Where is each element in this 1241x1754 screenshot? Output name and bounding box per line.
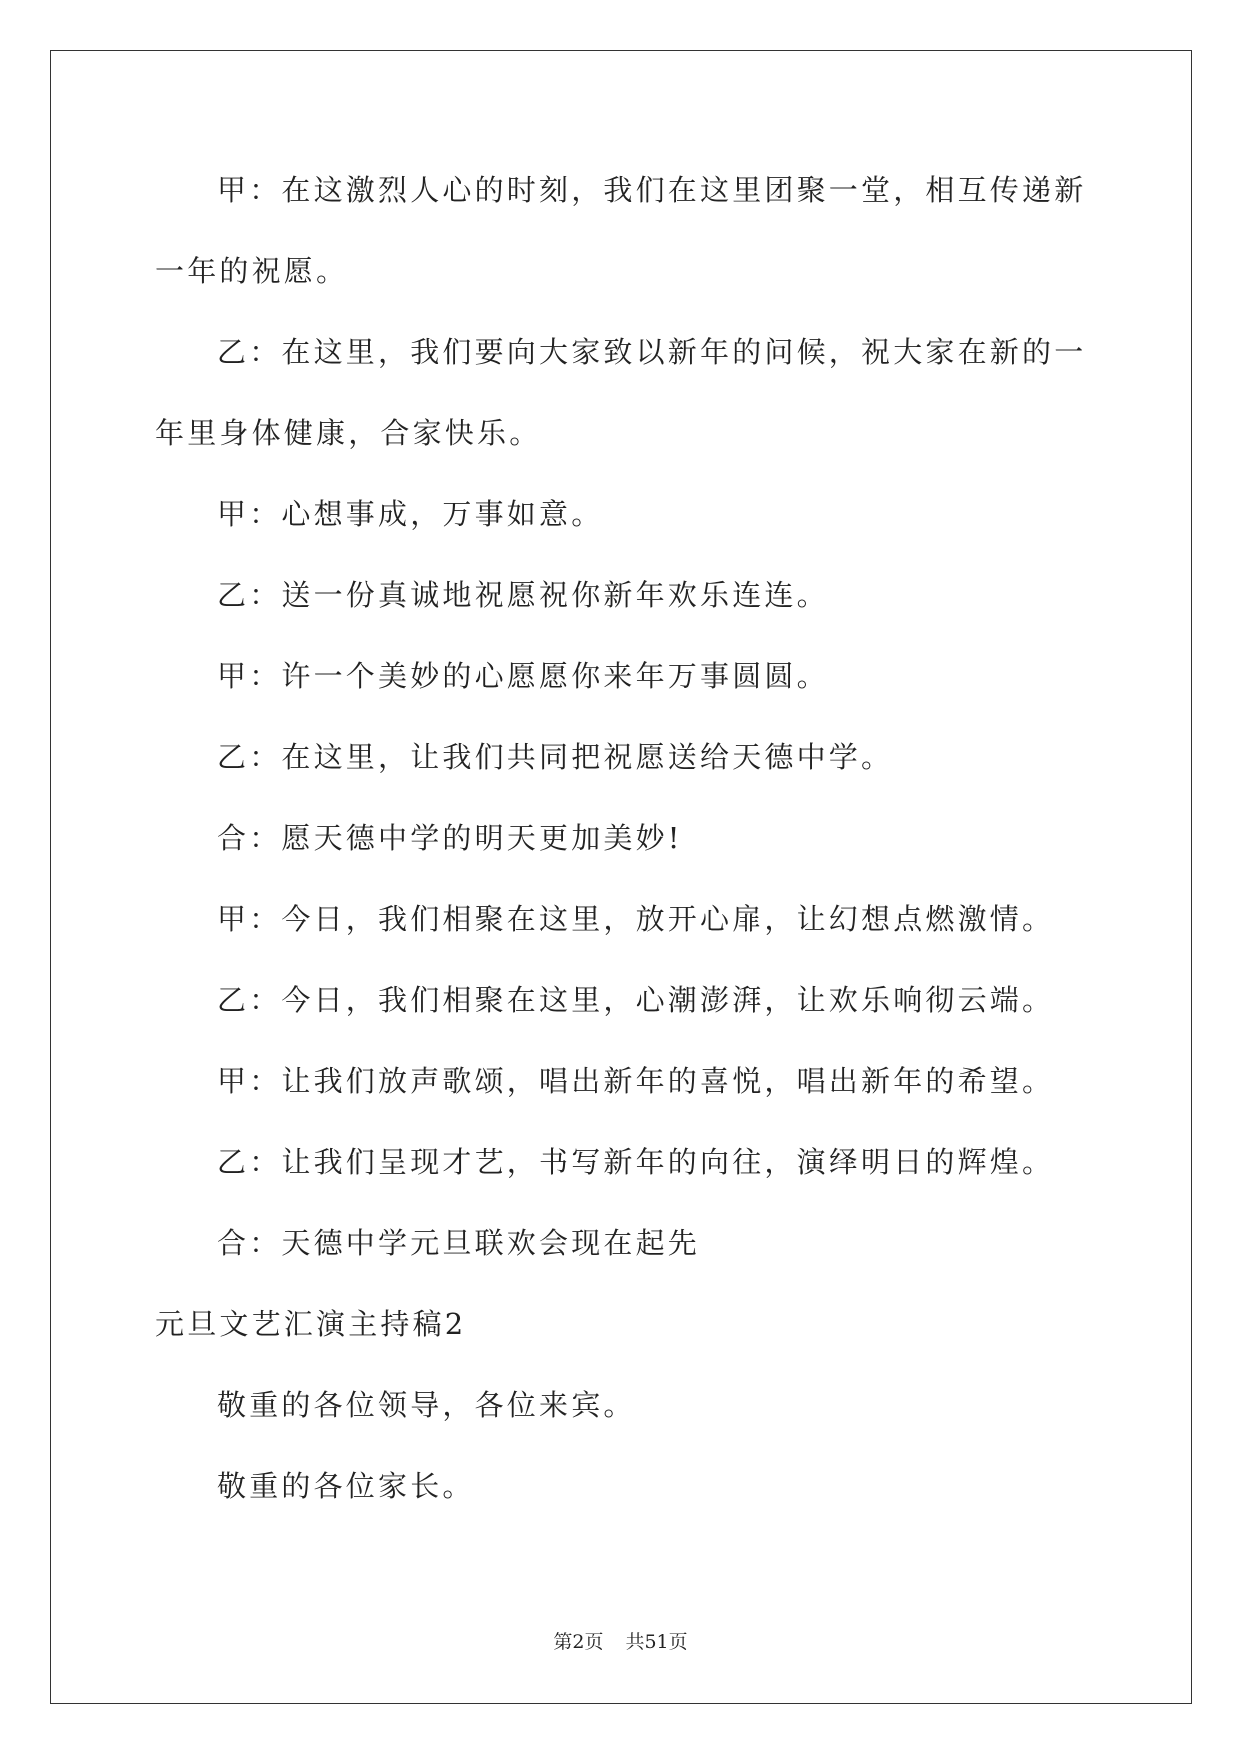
paragraph: 甲：让我们放声歌颂，唱出新年的喜悦，唱出新年的希望。 bbox=[217, 1064, 1055, 1098]
document-body bbox=[155, 150, 1095, 1527]
paragraph: 乙：让我们呈现才艺，书写新年的向往，演绎明日的辉煌。 bbox=[217, 1145, 1055, 1179]
section-heading: 元旦文艺汇演主持稿2 bbox=[155, 1307, 467, 1341]
paragraph: 甲：今日，我们相聚在这里，放开心扉，让幻想点燃激情。 bbox=[217, 902, 1055, 936]
paragraph: 合：天德中学元旦联欢会现在起先 bbox=[217, 1226, 701, 1260]
paragraph: 乙：送一份真诚地祝愿祝你新年欢乐连连。 bbox=[217, 578, 829, 612]
paragraph: 甲：在这激烈人心的时刻，我们在这里团聚一堂，相互传递新一年的祝愿。 bbox=[155, 173, 1087, 288]
paragraph: 甲：许一个美妙的心愿愿你来年万事圆圆。 bbox=[217, 659, 829, 693]
paragraph: 合：愿天德中学的明天更加美妙! bbox=[217, 821, 683, 855]
paragraph: 甲：心想事成，万事如意。 bbox=[217, 497, 604, 531]
page-total: 共51页 bbox=[625, 1631, 688, 1653]
paragraph: 敬重的各位家长。 bbox=[217, 1469, 475, 1503]
page-footer bbox=[0, 1627, 1241, 1654]
page-number: 第2页 bbox=[553, 1631, 604, 1653]
paragraph: 敬重的各位领导，各位来宾。 bbox=[217, 1388, 636, 1422]
paragraph: 乙：在这里，让我们共同把祝愿送给天德中学。 bbox=[217, 740, 894, 774]
paragraph: 乙：在这里，我们要向大家致以新年的问候，祝大家在新的一年里身体健康，合家快乐。 bbox=[155, 335, 1087, 450]
paragraph: 乙：今日，我们相聚在这里，心潮澎湃，让欢乐响彻云端。 bbox=[217, 983, 1055, 1017]
